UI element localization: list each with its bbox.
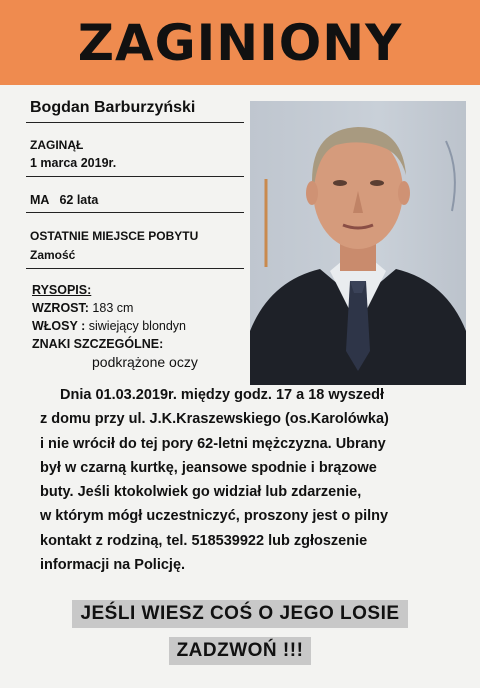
cta-text: JEŚLI WIESZ COŚ O JEGO LOSIE	[72, 600, 407, 628]
call-to-action-line2	[0, 637, 480, 665]
divider	[26, 176, 244, 177]
story-line: informacji na Policję.	[40, 557, 186, 574]
header-banner	[0, 0, 480, 85]
height-value: 183 cm	[92, 301, 134, 315]
story-line: był w czarną kurtkę, jeansowe spodnie i brązowe	[40, 459, 377, 476]
last-place-value: Zamość	[30, 248, 76, 262]
story-line: Dnia 01.03.2019r. między godz. 17 a 18 wyszedł	[60, 387, 384, 403]
marks-value: podkrążone oczy	[92, 354, 198, 370]
story-line: z domu przy ul. J.K.Kraszewskiego (os.Karolówka)	[40, 411, 389, 428]
last-place-label: OSTATNIE MIEJSCE POBYTU	[30, 229, 199, 243]
age-label: MA	[30, 193, 50, 207]
marks-label: ZNAKI SZCZEGÓLNE:	[32, 337, 164, 351]
divider	[26, 122, 244, 123]
height-row	[32, 301, 133, 315]
age-row	[30, 193, 108, 207]
story-text	[40, 383, 460, 577]
divider	[26, 212, 244, 213]
missing-person-photo	[250, 101, 466, 385]
height-label: WZROST:	[32, 301, 89, 315]
age-value: 62 lata	[59, 193, 99, 207]
missing-date: 1 marca 2019r.	[30, 156, 117, 170]
person-name: Bogdan Barburzyński	[30, 99, 196, 116]
story-line: w którym mógł uczestniczyć, proszony jest o pilny	[40, 508, 389, 525]
hair-label: WŁOSY :	[32, 319, 86, 333]
portrait-illustration	[250, 101, 466, 385]
description-heading: RYSOPIS:	[32, 283, 92, 297]
story-line: i nie wrócił do tej pory 62-letni mężczyzna. Ubrany	[40, 435, 386, 452]
divider	[26, 268, 244, 269]
missing-label: ZAGINĄŁ	[30, 138, 84, 152]
call-to-action-line1	[0, 600, 480, 628]
story-line: buty. Jeśli ktokolwiek go widział lub zdarzenie,	[40, 484, 362, 501]
story-line: kontakt z rodziną, tel. 518539922 lub zgłoszenie	[40, 532, 368, 549]
hair-row	[32, 319, 186, 333]
hair-value: siwiejący blondyn	[88, 319, 187, 333]
cta-text: ZADZWOŃ !!!	[169, 637, 312, 665]
page-title: ZAGINIONY	[77, 13, 403, 72]
